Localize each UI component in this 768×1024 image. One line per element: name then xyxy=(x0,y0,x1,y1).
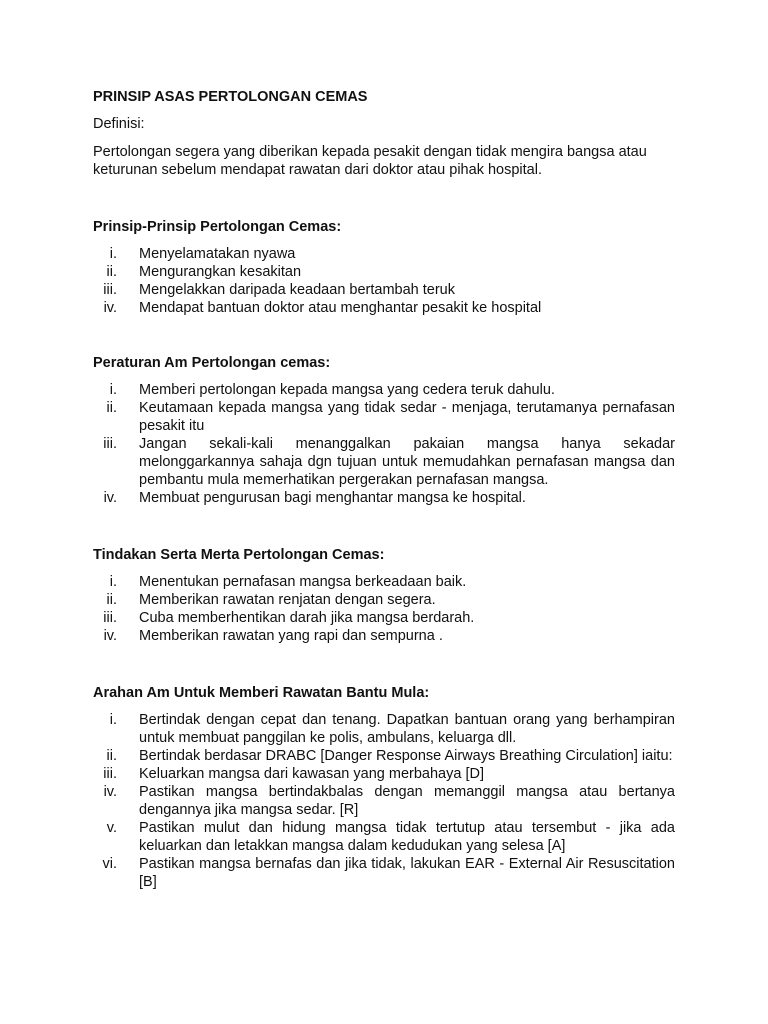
item-number: i. xyxy=(109,712,117,728)
section-heading: Arahan Am Untuk Memberi Rawatan Bantu Mula: xyxy=(93,685,430,701)
section-list xyxy=(93,381,683,507)
item-number: iii. xyxy=(103,766,117,782)
item-text: Memberi pertolongan kepada mangsa yang cedera teruk dahulu. xyxy=(139,382,555,398)
list-item xyxy=(93,627,683,645)
list-item xyxy=(93,711,683,747)
item-text: Pastikan mulut dan hidung mangsa tidak tertutup atau tersembut - jika ada keluarkan dan letakkan mangsa dalam kedudukan yang selesa [A] xyxy=(139,820,675,854)
section-heading: Tindakan Serta Merta Pertolongan Cemas: xyxy=(93,547,385,563)
section-arahan xyxy=(93,684,683,891)
item-number: i. xyxy=(109,574,117,590)
item-number: iv. xyxy=(103,300,117,316)
item-number: iv. xyxy=(103,490,117,506)
item-number: i. xyxy=(109,246,117,262)
list-item xyxy=(93,435,683,489)
list-item xyxy=(93,263,683,281)
item-number: iii. xyxy=(103,282,117,298)
item-text: Memberikan rawatan yang rapi dan sempurna . xyxy=(139,628,443,644)
section-heading: Prinsip-Prinsip Pertolongan Cemas: xyxy=(93,219,342,235)
item-text: Pastikan mangsa bernafas dan jika tidak, lakukan EAR - External Air Resuscitation [B] xyxy=(139,856,675,890)
item-text: Menentukan pernafasan mangsa berkeadaan baik. xyxy=(139,574,467,590)
item-text: Bertindak berdasar DRABC [Danger Response Airways Breathing Circulation] iaitu: xyxy=(139,748,673,764)
item-text: Pastikan mangsa bertindakbalas dengan memanggil mangsa atau bertanya dengannya jika mangsa sedar. [R] xyxy=(139,784,675,818)
item-number: iii. xyxy=(103,436,117,452)
item-number: ii. xyxy=(106,748,117,764)
item-number: iv. xyxy=(103,628,117,644)
item-text: Memberikan rawatan renjatan dengan segera. xyxy=(139,592,436,608)
item-text: Keluarkan mangsa dari kawasan yang merbahaya [D] xyxy=(139,766,484,782)
list-item xyxy=(93,591,683,609)
item-number: ii. xyxy=(106,264,117,280)
list-item xyxy=(93,855,683,891)
list-item xyxy=(93,489,683,507)
definition-text: Pertolongan segera yang diberikan kepada pesakit dengan tidak mengira bangsa atau keturunan sebelum mendapat rawatan dari doktor atau pihak hospital. xyxy=(93,144,647,178)
item-text: Jangan sekali-kali menanggalkan pakaian mangsa hanya sekadar melonggarkannya sahaja dgn tujuan untuk memudahkan pernafasan mangsa dan pembantu mula memerhatikan pergerakan pernafasan mangsa. xyxy=(139,436,675,488)
item-number: ii. xyxy=(106,592,117,608)
item-text: Membuat pengurusan bagi menghantar mangsa ke hospital. xyxy=(139,490,526,506)
list-item xyxy=(93,783,683,819)
item-number: v. xyxy=(106,820,117,836)
section-prinsip xyxy=(93,218,683,317)
list-item xyxy=(93,281,683,299)
item-text: Mendapat bantuan doktor atau menghantar pesakit ke hospital xyxy=(139,300,542,316)
list-item xyxy=(93,399,683,435)
item-number: ii. xyxy=(106,400,117,416)
section-heading: Peraturan Am Pertolongan cemas: xyxy=(93,355,331,371)
definition-label: Definisi: xyxy=(93,116,145,132)
item-text: Cuba memberhentikan darah jika mangsa berdarah. xyxy=(139,610,475,626)
list-item xyxy=(93,573,683,591)
section-list xyxy=(93,245,683,317)
item-number: vi. xyxy=(102,856,117,872)
list-item xyxy=(93,381,683,399)
section-peraturan xyxy=(93,354,683,507)
item-number: iv. xyxy=(103,784,117,800)
list-item xyxy=(93,765,683,783)
item-text: Mengurangkan kesakitan xyxy=(139,264,302,280)
document-title: PRINSIP ASAS PERTOLONGAN CEMAS xyxy=(93,89,368,105)
section-tindakan xyxy=(93,546,683,645)
list-item xyxy=(93,299,683,317)
list-item xyxy=(93,609,683,627)
item-text: Bertindak dengan cepat dan tenang. Dapatkan bantuan orang yang berhampiran untuk membuat panggilan ke polis, ambulans, keluarga dll. xyxy=(139,712,675,746)
item-text: Mengelakkan daripada keadaan bertambah teruk xyxy=(139,282,455,298)
item-number: iii. xyxy=(103,610,117,626)
list-item xyxy=(93,819,683,855)
item-text: Keutamaan kepada mangsa yang tidak sedar - menjaga, terutamanya pernafasan pesakit itu xyxy=(139,400,675,434)
section-list xyxy=(93,573,683,645)
list-item xyxy=(93,747,683,765)
section-list xyxy=(93,711,683,891)
list-item xyxy=(93,245,683,263)
item-text: Menyelamatakan nyawa xyxy=(139,246,296,262)
item-number: i. xyxy=(109,382,117,398)
